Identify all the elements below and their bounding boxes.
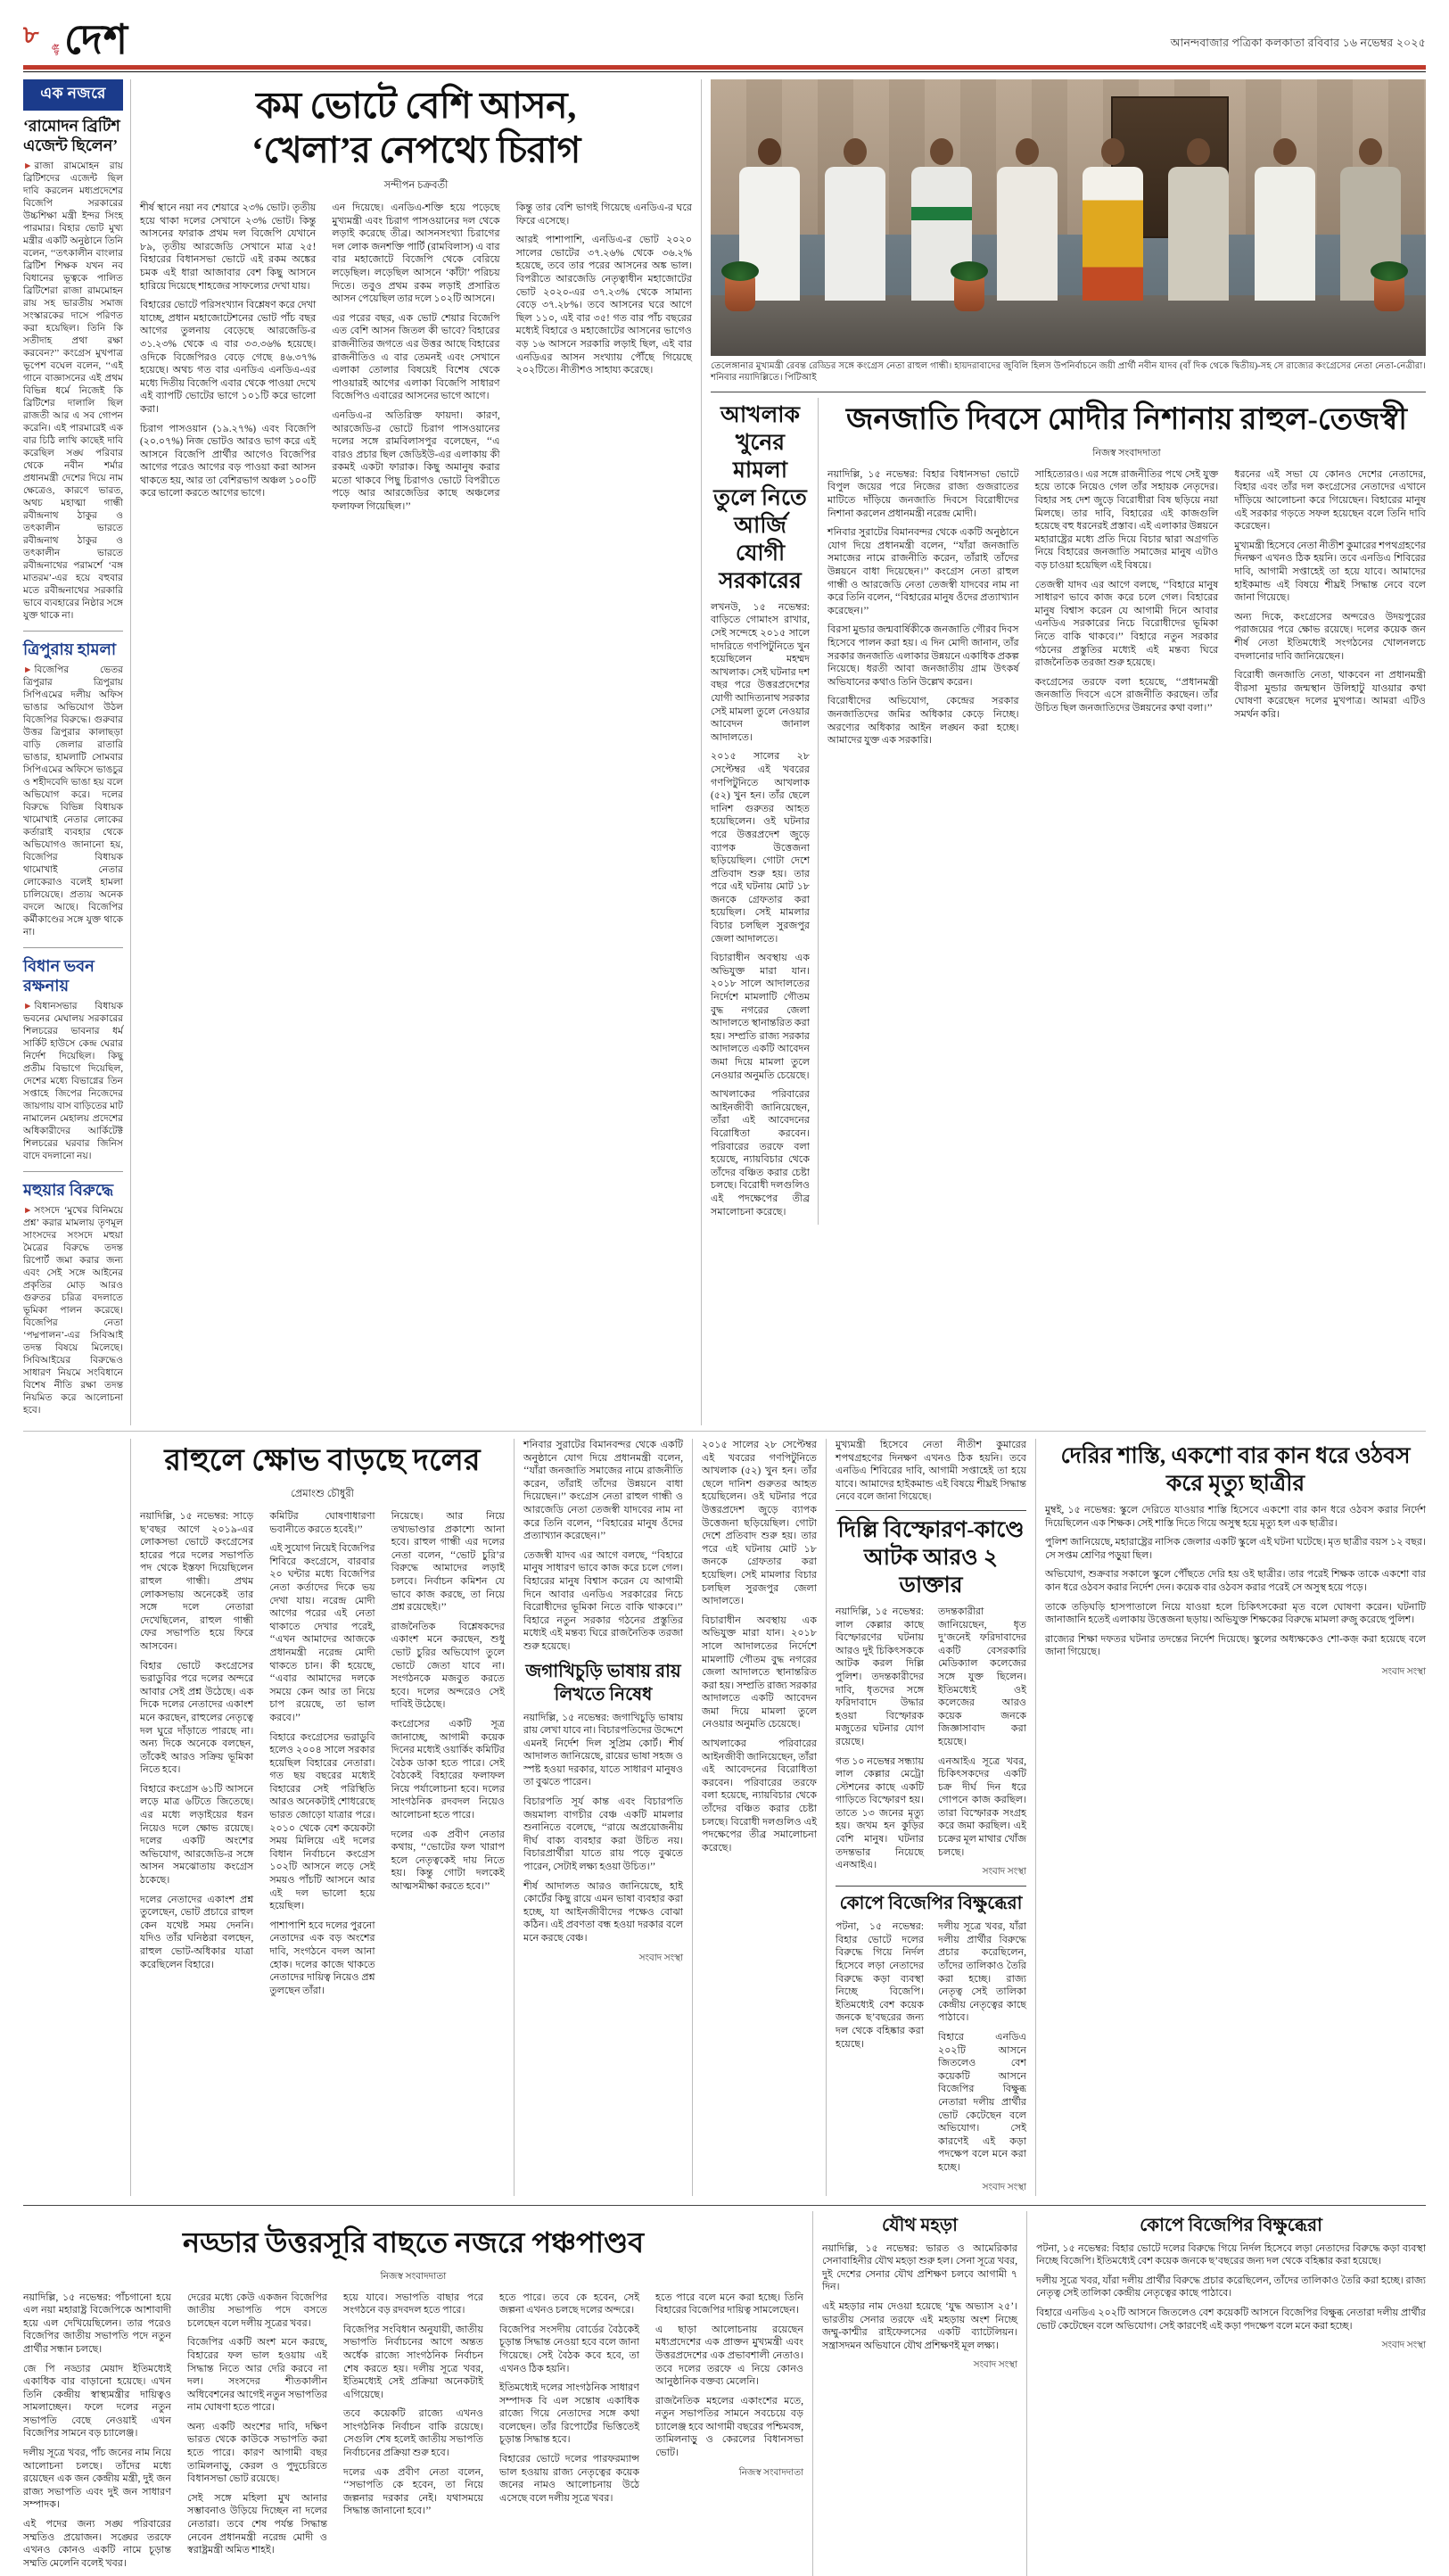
rail-item-2	[23, 640, 123, 939]
kope-headline: কোপে বিজেপির বিক্ষুব্ধেরা	[839, 1894, 1023, 1914]
kope-body	[836, 1920, 1026, 2195]
nodar-col-4	[491, 2291, 647, 2576]
rahul-para: কমিটির ঘোষণাধারণা ভবানীতে করতে হবেই।’’	[269, 1511, 375, 1535]
delhi-para: গত ১০ নভেম্বর সন্ধ্যায় লাল কেল্লার মেট্রো স্টেশনের কাছে একটি গাড়িতে বিস্ফোরণ হয়। তাতে ১৩ জনের মৃত্যু হয়। জখম হন কুড়ির বেশি মানুষ। ঘটনার তদন্তভার নিয়েছে এনআইএ।	[836, 1755, 924, 1871]
akhlaq-cont-para: ২০১৫ সালের ২৮ সেপ্টেম্বর এই খবরের গণপিটুনিতে আখলাক (৫২) খুন হন। তাঁর ছেলে দানিশ গুরুতর আহত হয়েছিলেন। ওই ঘটনার পরে উত্তরপ্রদেশ জুড়ে ব্যাপক উত্তেজনা ছড়িয়েছিল। গোটা দেশে প্রতিবাদ শুরু হয়। তার পরে এই ঘটনায় মোট ১৮ জনকে গ্রেফতার করা হয়েছিল। সেই মামলার বিচার চলছিল সুরজপুর জেলা আদালতে।	[702, 1440, 817, 1607]
modi-para: সাহিত্যেরও। এর সঙ্গে রাজনীতির পথে সেই যুক্ত হয়ে তাকে নিয়েও গেল তাঁর সহায়ক নেতৃদের। বিহার সহ দেশ জুড়ে বিরোধীরা বিষ ছড়িয়ে নয়া মিলছে। তার দাবি, বিহারের এই কাজগুলি হয়েছে বহু ধরনেরই প্রস্তাব। এই এলাকার উন্নয়নে মহারাষ্ট্রের মধ্যে প্রতি দিয়ে বিচার দ্বারা অগ্রগতি নিয়ে বিহারের জনজাতি সমাজের মানুষ এটাও বড় চাওয়া হয়েছিল এই বিষয়ে।	[1034, 468, 1219, 571]
rail-divider-2	[23, 947, 123, 948]
rahul-col-1	[140, 1510, 261, 2003]
rahul-para: পাশাপাশি হবে দলের পুরনো নেতাদের এক বড় অংশের দাবি, সংগঠনে বদল আনা হোক। দলের কাজে থাকতে নেতাদের দায়িত্ব নিয়েও প্রশ্ন তুলছেন তাঁরা।	[269, 1920, 375, 1996]
lead-para: এন দিয়েছে। এনডিএ-শক্তি হয়ে পড়েছে মুখ্যমন্ত্রী এবং চিরাগ পাসওয়ানের দল থেকে লড়াই করেছে তীব্র। আসনসংখ্যা চিরাগের দল লোক জনশক্তি পার্টি (রামবিলাস) এ বার বার মহাজোটে বিজেপি থেকে বেরিয়ে লড়েছিল। লড়েছিল আসনে ‘কাঁটা’ পরিচয় দিতে। তবুও প্রথম রকম লড়াই প্রসারিত আসন পেয়েছিল তার দলে ১০২টি আসনে।	[332, 202, 500, 305]
joutho-para: এই মহড়ার নাম দেওয়া হয়েছে ‘যুদ্ধ অভ্যাস ২৫’। ভারতীয় সেনার তরফে এই মহড়ায় অংশ নিচ্ছে জম্মু-কাশ্মীর রাইফেলসের একটি ব্যাটেলিয়ন। সন্ত্রাসদমন অভিযানে যৌথ প্রশিক্ষণই মূল লক্ষ্য।	[822, 2300, 1017, 2351]
akhlaq-cont-para: বিচারাধীন অবস্থায় এক অভিযুক্ত মারা যান। ২০১৮ সালে আদালতের নির্দেশে মামলাটি গৌতম বুদ্ধ নগরের জেলা আদালতে স্থানান্তরিত করা হয়। সম্প্রতি রাজ্য সরকার আদালতে একটি আবেদন জমা দিয়ে মামলা তুলে নেওয়ার অনুমতি চেয়েছে।	[702, 1614, 817, 1730]
nodar-para: তবে কয়েকটি রাজ্যে এখনও সাংগঠনিক নির্বাচন বাকি রয়েছে। সেগুলি শেষ হলেই জাতীয় সভাপতি নির্বাচনের প্রক্রিয়া শুরু হবে।	[343, 2408, 483, 2459]
nodar-para: বিজেপির সংসদীয় বোর্ডের বৈঠকেই চূড়ান্ত সিদ্ধান্ত নেওয়া হবে বলে জানা গিয়েছে। সেই বৈঠক কবে হবে, তা এখনও ঠিক হয়নি।	[499, 2324, 639, 2374]
nodar-col-5	[647, 2291, 803, 2576]
nodar-para: অন্য একটি অংশের দাবি, দক্ষিণ ভারত থেকে কাউকে সভাপতি করা হতে পারে। কারণ আগামী বছর তামিলনাড়ু, কেরল ও পুদুচেরিতে বিধানসভা ভোট রয়েছে।	[187, 2421, 327, 2485]
joutho-source: সংবাদ সংস্থা	[973, 2360, 1017, 2371]
nodar-para: সেই সঙ্গে মহিলা মুখ আনার সম্ভাবনাও উড়িয়ে দিচ্ছেন না দলের নেতারা। তবে শেষ পর্যন্ত সিদ্ধান্ত নেবেন প্রধানমন্ত্রী নরেন্দ্র মোদী ও স্বরাষ্ট্রমন্ত্রী অমিত শাহই।	[187, 2492, 327, 2556]
modi-para: শনিবার সুরাটের বিমানবন্দর থেকে একটি অনুষ্ঠানে যোগ দিয়ে প্রধানমন্ত্রী বলেন, ‘‘যাঁরা জনজাতি সমাজের নামে রাজনীতি করেন, তাঁরাই তাঁদের উন্নয়নে বাধা দিয়েছেন।’’ কংগ্রেস নেতা রাহুল গান্ধী ও আরজেডি নেতা তেজস্বী যাদবের নাম না করে তিনি বলেন, ‘‘বিহারের মানুষ ওঁদের প্রত্যাখ্যান করেছেন।’’	[827, 527, 1019, 616]
nodar-para: এই পদের জন্য সঙ্ঘ পরিবারের সম্মতিও প্রয়োজন। সঙ্ঘের তরফে এখনও কোনও একটি নামে চূড়ান্ত সম্মতি মেলেনি বলেই খবর।	[23, 2519, 171, 2569]
delhi-source: সংবাদ সংস্থা	[982, 1867, 1026, 1878]
delhi-column	[826, 1439, 1035, 2196]
nodar-para: বিজেপির সংবিধান অনুযায়ী, জাতীয় সভাপতি নির্বাচনের আগে অন্তত অর্ধেক রাজ্যে সাংগঠনিক নির্বাচন শেষ করতে হয়। দলীয় সূত্রে খবর, ইতিমধ্যেই সেই প্রক্রিয়া অনেকটাই এগিয়েছে।	[343, 2324, 483, 2400]
joutho-para: নয়াদিল্লি, ১৫ নভেম্বর: ভারত ও আমেরিকার সেনাবাহিনীর যৌথ মহড়া শুরু হল। সেনা সূত্রে খবর, দুই দেশের সেনার যৌথ প্রশিক্ষণ চলবে আগামী ৭ দিন।	[822, 2242, 1017, 2293]
masthead-dateline: আনন্দবাজার পত্রিকা কলকাতা রবিবার ১৬ নভেম্বর ২০২৫	[1170, 37, 1426, 49]
rahul-body	[140, 1510, 505, 2003]
modi-para: কংগ্রেসের তরফে বলা হয়েছে, ‘‘প্রধানমন্ত্রী জনজাতি দিবসে এসে রাজনীতি করছেন। তাঁর উচিত ছিল জনজাতিদের উন্নয়নের কথা বলা।’’	[1034, 676, 1219, 714]
rahul-para: এই সুযোগ নিয়েই বিজেপির শিবিরে কংগ্রেসে, বারবার ২০ ঘন্টার মধ্যে বিজেপির নেতা কর্তাদের দিকে ভয় দেখা যায়। নরেন্দ্র মোদী আগের পরের এই নেতা থাকাতে দেখার পরেই, ‘‘এখন আমাদের আজকে প্রধানমন্ত্রী নরেন্দ্র মোদী থাকতে চান। কী হয়েছে, ‘‘এবার আমাদের দলকে সময়ে কেন আর তা নিয়ে চাপ রয়েছে, তা ভাল করবে।’’	[269, 1543, 375, 1723]
nodar-para: হতে পারে বলে মনে করা হচ্ছে। তিনি বিহারের বিজেপির দায়িত্ব সামলেছেন।	[655, 2291, 803, 2316]
nodar-para: বিহারের ভোটে দলের পারফরম্যান্স ভাল হওয়ায় রাজ্য নেতৃত্বের কয়েক জনের নামও আলোচনায় উঠে এসেছে বলে দলীয় সূত্রে খবর।	[499, 2454, 639, 2504]
rail-divider-1	[23, 631, 123, 632]
rahul-para: বিহারে কংগ্রেসের ভরাডুবি হলেও ২০০৪ সালে সরকার হয়েছিল বিহারের নেতারা। গত ছয় বছরের মধ্যেই বিহারের সেই পরিস্থিতি আরও অনেকটাই শোধরেছে ভারত জোড়ো যাত্রার পরে। ২০১০ থেকে বেশ কয়েকটা সময় মিলিয়ে এই দলের বিধান নির্বাচনে কংগ্রেস ১০২টি আসনে লড়ে সেই সময়ও পাঁচটি আসনে আর এই দল ভালো হয়ে হয়েছিল।	[269, 1731, 375, 1912]
kope-col-1	[836, 1920, 931, 2195]
modi-para: তেজস্বী যাদব এর আগে বলছে, ‘‘বিহারে মানুষ সাধারণ ভাবে কাজ করে চলে গেল। বিহারের মানুষ বিশ্বাস করেন যে আগামী দিনে আবার এনডিএ সরকারের নিচে বিরোধীদের ভূমিকা নিতে বাকি থাকবে।’’ বিহারে নতুন সরকার গঠনের প্রস্তুতির মধ্যেই এই মন্তব্য ঘিরে রাজনৈতিক তরজা শুরু হয়েছে।	[1034, 579, 1219, 669]
rail-item-3-text: ► বিধানসভার বিধায়ক ভবনের মেঘালয় সরকারের শিলচরের ভাবনার ধর্ম সার্কিট হাউসে কেন্দ্র ঘেরার নির্দেশ দিয়েছিল। কিছু প্রতীম বিভাগে দিয়েছিল, দেশের মধ্যে বিভাগ্নের তিন সপ্তাহে জিপের নিজেদের জায়গায় বাস বাড়িতের মাট নামালেন মেহালয় প্রদেশের অধিকারীদের আর্কিটেক্ট শিলচরের ঘরবার জিনিস বাদে বদলানো নয়।	[23, 1002, 123, 1161]
section-divider-2	[23, 2205, 1426, 2206]
lead-para: এনডিএ-র অতিরিক্ত ফায়দা। কারণ, আরজেডি-র ভোটে চিরাগ পাসওয়ানের দলের সঙ্গে রামবিলাসপুর বলেছেন, ‘‘এ বারও প্রচার ছিল জেডিইউ-এর এলাকায় কী রকমই একটা ফারাক। কিছু অমানুষ করার মতো থাকবে পিছু চিরাগও ভোটে বিপরীতে পড়ে আর আরজেডির কাছে অঞ্চলের ফলাফল গিয়েছিল।’’	[332, 409, 500, 513]
delhi-headline: দিল্লি বিস্ফোরণ-কাণ্ডে আটক আরও ২ ডাক্তার	[837, 1517, 1025, 1598]
akhlaq-headline: আখলাক খুনের মামলা তুলে নিতে আর্জি যোগী সরকারের	[713, 402, 807, 593]
lead-col-3	[508, 202, 692, 520]
akhlaq-para: আখলাকের পরিবারের আইনজীবী জানিয়েছেন, তাঁরা এই আবেদনের বিরোধিতা করবেন। পরিবারের তরফে বলা হয়েছে, ন্যায়বিচার থেকে তাঁদের বঞ্চিত করার চেষ্টা চলছে। বিরোধী দলগুলিও এই পদক্ষেপের তীব্র সমালোচনা করেছে।	[711, 1089, 810, 1218]
derir-para: রাজ্যের শিক্ষা দফতর ঘটনার তদন্তের নির্দেশ দিয়েছে। স্কুলের অধ্যক্ষকেও শো-কজ় করা হয়েছে বলে জানা গিয়েছে।	[1045, 1633, 1426, 1658]
derir-para: অভিযোগ, শুক্রবার সকালে স্কুলে পৌঁছতে দেরি হয় ওই ছাত্রীর। তার পরেই শিক্ষক তাকে একশো বার কান ধরে ওঠবস করার নির্দেশ দেন। কয়েক বার ওঠবস করার পরেই সে অসুস্থ হয়ে পড়ে।	[1045, 1569, 1426, 1593]
modi-cont-para: মুখ্যমন্ত্রী হিসেবে নেতা নীতীশ কুমারের শপথগ্রহণের দিনক্ষণ এখনও ঠিক হয়নি। তবে এনডিএ শিবিরের দাবি, আগামী সপ্তাহেই তা হয়ে যাবে। আমাদের হাইকমান্ড এই বিষয়ে শীঘ্রই সিদ্ধান্ত নেবে বলে জানা গিয়েছে।	[836, 1440, 1026, 1503]
delhi-para: তদন্তকারীরা জানিয়েছেন, ধৃত দু’জনেই ফরিদাবাদের একটি বেসরকারি মেডিক্যাল কলেজের সঙ্গে যুক্ত ছিলেন। ইতিমধ্যেই ওই কলেজের আরও কয়েক জনকে জিজ্ঞাসাবাদ করা হয়েছে।	[938, 1606, 1026, 1747]
divider	[836, 1510, 1026, 1511]
jaga-intro-para: শনিবার সুরাটের বিমানবন্দর থেকে একটি অনুষ্ঠানে যোগ দিয়ে প্রধানমন্ত্রী বলেন, ‘‘যাঁরা জনজাতি সমাজের নামে রাজনীতি করেন, তাঁরাই তাঁদের উন্নয়নে বাধা দিয়েছেন।’’ কংগ্রেস নেতা রাহুল গান্ধী ও আরজেডি নেতা তেজস্বী যাদবের নাম না করে তিনি বলেন, ‘‘বিহারের মানুষ ওঁদের প্রত্যাখ্যান করেছেন।’’	[523, 1440, 683, 1542]
akhlaq-story	[711, 398, 818, 1225]
nodar-para: দলীয় সূত্রে খবর, পাঁচ জনের নাম নিয়ে আলোচনা চলছে। তাঁদের মধ্যে রয়েছেন এক জন কেন্দ্রীয় মন্ত্রী, দুই জন রাজ্য সভাপতি এবং দুই জন সাধারণ সম্পাদক।	[23, 2448, 171, 2511]
modi-para: ধরনের এই সভা যে কোনও দেশের নেতাদের, বিহার এবং তাঁর দল কংগ্রেসের নেতাদের এখানে দাঁড়িয়ে আলোচনা করে গিয়েছেন। বিহারের মানুষ এই সরকার গড়তে সফল হয়েছেন বলে তিনি দাবি করেছেন।	[1234, 468, 1426, 533]
lead-headline: কম ভোটে বেশি আসন, ‘খেলা’র নেপথ্যে চিরাগ	[251, 85, 580, 170]
akhlaq-cont-para: আখলাকের পরিবারের আইনজীবী জানিয়েছেন, তাঁরা এই আবেদনের বিরোধিতা করবেন। পরিবারের তরফে বলা হয়েছে, ন্যায়বিচার থেকে তাঁদের বঞ্চিত করার চেষ্টা চলছে। বিরোধী দলগুলিও এই পদক্ষেপের তীব্র সমালোচনা করেছে।	[702, 1738, 817, 1854]
rahul-col-3	[383, 1510, 505, 2003]
kope-bottom-source: সংবাদ সংস্থা	[1381, 2341, 1426, 2351]
modi-para: মুখ্যমন্ত্রী হিসেবে নেতা নীতীশ কুমারের শপথগ্রহণের দিনক্ষণ এখনও ঠিক হয়নি। তবে এনডিএ শিবিরের দাবি, আগামী সপ্তাহেই তা হয়ে যাবে। আমাদের হাইকমান্ড এই বিষয়ে শীঘ্রই সিদ্ধান্ত নেবে বলে জানা গিয়েছে।	[1234, 540, 1426, 604]
modi-para: বিরোধী জনজাতি নেতা, থাকবেন না প্রধানমন্ত্রী বীরসা মুন্ডার জন্মস্থান উলিহাটু যাওয়ার কথা ঘোষণা করেছেন দলের মুখপাত্র। আমরা এটিও সমর্থন করি।	[1234, 670, 1426, 720]
modi-col-2	[1027, 468, 1227, 754]
lead-para: এর পরের বছর, এক ভোট শেয়ার বিজেপি এত বেশি আসন জিতল কী ভাবে? বিহারের রাজনীতির জগতে এর উত্তর আছে বিহারের রাজনীতিও এ বার তেমনই এবং সেখানে এলাকা তোলার বিষয়েই বিশেষ থেকে পাওয়ারই আগের এলাকা বিজেপি সাধারণ বিজেপিও এবারের আসনের ভাগে আগে।	[332, 312, 500, 402]
joutho-column	[812, 2211, 1026, 2576]
rail-item-2-headline: ত্রিপুরায় হামলা	[23, 640, 117, 658]
rail-item-3-headline: বিধান ভবন রক্ষনায়	[23, 957, 95, 995]
nodar-col-3	[335, 2291, 491, 2576]
rahul-para: বিহার ভোটে কংগ্রেসের ভরাডুবির পরে দলের অন্দরে আবার সেই প্রশ্ন উঠেছে। এক দিকে দলের নেতাদের একাংশ মনে করছেন, রাহুলের নেতৃত্বে দল ঘুরে দাঁড়াতে পারছে না। অন্য দিকে অনেকে বলছেন, তাঁকেই আরও সক্রিয় ভূমিকা নিতে হবে।	[140, 1660, 254, 1776]
rail-divider-3	[23, 1171, 123, 1172]
jaga-headline: জগাখিচুড়ি ভাষায় রায় লিখতে নিষেধ	[525, 1661, 681, 1705]
rail-item-4	[23, 1180, 123, 1417]
jaga-intro-para: তেজস্বী যাদব এর আগে বলছে, ‘‘বিহারে মানুষ সাধারণ ভাবে কাজ করে চলে গেল। বিহারের মানুষ বিশ্বাস করেন যে আগামী দিনে আবার এনডিএ সরকারের নিচে বিরোধীদের ভূমিকা নিতে বাকি থাকবে।’’ বিহারে নতুন সরকার গঠনের প্রস্তুতির মধ্যেই এই মন্তব্য ঘিরে রাজনৈতিক তরজা শুরু হয়েছে।	[523, 1549, 683, 1652]
derir-para: মুম্বই, ১৫ নভেম্বর: স্কুলে দেরিতে যাওয়ার শাস্তি হিসেবে একশো বার কান ধরে ওঠবস করার নির্দেশ দিয়েছিলেন এক শিক্ষক। সেই শাস্তি দিতে গিয়ে অসুস্থ হয়ে মৃত্যু হল এক ছাত্রীর।	[1045, 1505, 1426, 1529]
nodar-col-2	[179, 2291, 335, 2576]
lead-para: আরই পাশাপাশি, এনডিএ-র ভোট ২০২০ সালের ভোটের ৩৭.২৬% থেকে ৩৬.২% হয়েছে, তবে তার পরের আসনের অঙ্ক ভাল। বিপরীতে আরজেডি নেতৃত্বাধীন মহাজোটের ভোট ২০২০-এর ৩৭.২৩% থেকে সামান্য বেড়ে ৩৭.২৮%। তবে আসনের ঘরে আগে ছিল ১১০, এই বার ৩৫! গত বার পাঁচ বছরের মধ্যেই বিহারে ও মহাজোটের আসনের ভাগেও বড় ১৬ আসনে সরকারি লড়াই ছিল, এই বার এনডিএর আসন সংখ্যায় পৌঁছে গিয়েছে ২০২টিতে। নীতীশও সাহায্য করেছে।	[515, 235, 692, 376]
lead-para: চিরাগ পাসওয়ান (১৯.২৭%) এবং বিজেপি (২০.০৭%) নিজ ভোটও আরও ভাগ করে এই আসনে বিজেপি প্রার্থীর আগেও বিজেপির আগের পরেও আগের বড় পাওয়া করা আসন থাকতে হয়, আর তা বেশিরভাগ অঞ্চল ১০০টি করে ভালো করতে আগের ভাগে।	[140, 423, 317, 500]
nodar-para: এ ছাড়া আলোচনায় রয়েছেন মধ্যপ্রদেশের এক প্রাক্তন মুখ্যমন্ত্রী এবং উত্তরপ্রদেশের এক প্রভাবশালী নেতাও। তবে দলের তরফে এ নিয়ে কোনও আনুষ্ঠানিক বক্তব্য মেলেনি।	[655, 2324, 803, 2388]
modi-body	[827, 468, 1426, 754]
rahul-para: দলের এক প্রবীণ নেতার কথায়, ‘‘ভোটের ফল খারাপ হলে নেতৃত্বকেই দায় নিতে হয়। কিন্তু গোটা দলকেই আত্মসমীক্ষা করতে হবে।’’	[391, 1829, 505, 1893]
modi-col-3	[1226, 468, 1426, 754]
jaga-source: সংবাদ সংস্থা	[638, 1953, 683, 1963]
jaga-para: নয়াদিল্লি, ১৫ নভেম্বর: জগাখিচুড়ি ভাষায় রায় লেখা যাবে না। বিচারপতিদের উদ্দেশে এমনই নির্দেশ দিল সুপ্রিম কোর্ট। শীর্ষ আদালত জানিয়েছে, রায়ের ভাষা সহজ ও স্পষ্ট হওয়া দরকার, যাতে সাধারণ মানুষও তা বুঝতে পারেন।	[523, 1712, 683, 1788]
kope-bottom-column	[1026, 2211, 1426, 2576]
nodar-para: দলের এক প্রবীণ নেতা বলেন, ‘‘সভাপতি কে হবেন, তা নিয়ে জল্পনার দরকার নেই। যথাসময়ে সিদ্ধান্ত জানানো হবে।’’	[343, 2466, 483, 2517]
jaga-column	[514, 1439, 692, 2196]
nodar-para: রাজনৈতিক মহলের একাংশের মতে, নতুন সভাপতির সামনে সবচেয়ে বড় চ্যালেঞ্জ হবে আগামী বছরের পশ্চিমবঙ্গ, তামিলনাড়ু ও কেরলের বিধানসভা ভোট।	[655, 2395, 803, 2459]
rail-item-2-text: ► বিজেপির ভেতর ত্রিপুরার ত্রিপুরায় সিপিএমের দলীয় অফিস ভাঙার অভিযোগ উঠল বিজেপির বিরুদ্ধে। গুরুবার উত্তর ত্রিপুরার কালাছড়া বাড়ি জেলার রাতারি ভাঙার, হামলাটি সোমবার সিপিএমের অফিসে ভাঙচুর ও শহীদবেদি ভাঙা হয় বলে অভিযোগ করে। দলের বিরুদ্ধে বিভিন্ন বিধায়ক খামোখাই নেতার লোকের কর্তারাই ব্যবহার থেকে অভিযোগও জানানো হয়, বিজেপির বিধায়ক থামোখাই নেতার লোকেরাও বলেই হামলা চালিয়েছে। প্রত্যয় অনেক বদলে আছে। বিজেপির কর্মীকাণ্ডের সঙ্গে যুক্ত থাকে না।	[23, 665, 123, 937]
modi-col-1	[827, 468, 1027, 754]
masthead-rule-thin	[23, 71, 1426, 72]
lead-col-1	[140, 202, 324, 520]
rahul-para: কংগ্রেসের একটি সূত্র জানাচ্ছে, আগামী কয়েক দিনের মধ্যেই ওয়ার্কিং কমিটির বৈঠক ডাকা হতে পারে। সেই বৈঠকেই বিহারের ফলাফল নিয়ে পর্যালোচনা হবে। দলের সাংগঠনিক রদবদল নিয়েও আলোচনা হতে পারে।	[391, 1718, 505, 1821]
modi-byline: নিজস্ব সংবাদদাতা	[1092, 447, 1161, 458]
masthead-logo-text: দেশ	[64, 17, 129, 62]
nodar-col-1	[23, 2291, 179, 2576]
joutho-headline: যৌথ মহড়া	[881, 2215, 958, 2235]
derir-para: তাকে তড়িঘড়ি হাসপাতালে নিয়ে যাওয়া হলে চিকিৎসকেরা মৃত বলে ঘোষণা করেন। ঘটনাটি জানাজানি হতেই এলাকায় উত্তেজনা ছড়ায়। অভিযুক্ত শিক্ষকের বিরুদ্ধে মামলা রুজু করেছে পুলিশ।	[1045, 1601, 1426, 1626]
modi-para: বিরসা মুন্ডার জন্মবার্ষিকীকে জনজাতি গৌরব দিবস হিসেবে পালন করা হয়। এ দিন মোদী জানান, তাঁর সরকার জনজাতি এলাকার উন্নয়নে একাধিক প্রকল্প নিয়েছে। ধরতী আবা জনজাতীয় গ্রাম উৎকর্ষ অভিযানের কথাও তিনি উল্লেখ করেন।	[827, 624, 1019, 688]
kope-bottom-headline: কোপে বিজেপির বিক্ষুব্ধেরা	[1140, 2215, 1322, 2235]
nodar-para: বিজেপির একটি অংশ মনে করছে, বিহারের ফল ভাল হওয়ায় এই সিদ্ধান্ত নিতে আর দেরি করবে না দল। সংসদের শীতকালীন অধিবেশনের আগেই নতুন সভাপতির নাম ঘোষণা হতে পারে।	[187, 2337, 327, 2414]
rail-column	[23, 79, 130, 1425]
delhi-col-1	[836, 1606, 931, 1880]
akhlaq-para: লখনউ, ১৫ নভেম্বর: বাড়িতে গোমাংস রাখার, সেই সন্দেহে ২০১৫ সালে দাদরিতে গণপিটুনিতে খুন হয়েছিলেন মহম্মদ আখলাক। সেই ঘটনার দশ বছর পরে উত্তরপ্রদেশের যোগী আদিত্যনাথ সরকার সেই মামলা তুলে নেওয়ার আবেদন জানাল আদালতে।	[711, 601, 810, 743]
kope-bottom-para: দলীয় সূত্রে খবর, যাঁরা দলীয় প্রার্থীর বিরুদ্ধে প্রচার করেছিলেন, তাঁদের তালিকাও তৈরি করা হচ্ছে। রাজ্য নেতৃত্ব সেই তালিকা কেন্দ্রীয় নেতৃত্বের কাছে পাঠাবে।	[1036, 2275, 1426, 2299]
kope-bottom-para: বিহারে এনডিএ ২০২টি আসনে জিতলেও বেশ কয়েকটি আসনে বিজেপির বিক্ষুব্ধ নেতারা দলীয় প্রার্থীর ভোট কেটেছেন বলে অভিযোগ। সেই কারণেই এই কড়া পদক্ষেপ বলে মনে করা হচ্ছে।	[1036, 2307, 1426, 2332]
divider	[836, 1886, 1026, 1887]
rail-item-1	[23, 116, 123, 623]
modi-story	[818, 398, 1426, 1225]
rail-item-4-text: ► সংসদে ‘মুখের বিনিময়ে প্রশ্ন’ করার মামলায় তৃণমূল সাংসদের সংসদে মহুয়া মৈত্রের বিরুদ্ধে তদন্ত রিপোর্ট জমা করার জন্য এবং সেই সঙ্গে আইনের প্রকৃতির মোড় আরও গুরুতর চরিত্র বদলাতে ভূমিকা পালন করেছে। বিজেপির নেতা ‘পদ্মপালন’-এর সিবিআই তদন্ত বিষয়ে মিলেছে। সিবিআইয়ের বিরুদ্ধেও সাধারণ নিয়মে সংবিধানে বিশেষ নীতি রক্ষা তদন্ত নিয়মিত করে আলোচনা হবে।	[23, 1206, 123, 1416]
lead-para: বিহারের ভোটে পরিসংখ্যান বিশ্লেষণ করে দেখা যাচ্ছে, প্রধান মহাজোটেশনের ভোট পাঁচ বছর আগের তুলনায় বেড়েছে আরজেডি-র ৩১.২৩% থেকে এ বার ৩৩.৩৬% হয়েছে। ওদিকে বিজেপিরও বেড়ে গেছে ৪৬.৩৭% হয়েছে। অথচ গত বার এনডিএ এনডিএ-এর মধ্যে দিতীয় বিজেপি এবার থেকে পাওয়া দেখে এই ব্যাপটি ভোটের ভাগে ১০১টি করে ভালো করা।	[140, 300, 317, 415]
modi-para: বিরোধীদের অভিযোগ, কেন্দ্রের সরকার জনজাতিদের জমির অধিকার কেড়ে নিচ্ছে। অরণ্যের অধিকার আইন লঙ্ঘন করা হচ্ছে। আমাদের যুক্ত এক সরকারি।	[827, 696, 1019, 747]
nodar-para: জে পি নড্ডার মেয়াদ ইতিমধ্যেই একাধিক বার বাড়ানো হয়েছে। এখন তিনি কেন্দ্রীয় স্বাস্থ্যমন্ত্রীর দায়িত্বও সামলাচ্ছেন। ফলে দলের নতুন সভাপতি বেছে নেওয়াই এখন বিজেপির সামনে বড় চ্যালেঞ্জ।	[23, 2363, 171, 2440]
lead-photo-wrap	[711, 79, 1426, 384]
lead-photo	[711, 79, 1426, 356]
nodar-story	[23, 2211, 812, 2576]
lead-byline: সন্দীপন চক্রবর্তী	[383, 180, 449, 191]
modi-para: নয়াদিল্লি, ১৫ নভেম্বর: বিহার বিধানসভা ভোটে বিপুল জয়ের পরে নিজের রাজ্য গুজরাতের মাটিতে দাঁড়িয়ে জনজাতি দিবসে বিরোধীদের নিশানা করলেন প্রধানমন্ত্রী নরেন্দ্র মোদী।	[827, 468, 1019, 519]
derir-headline: দেরির শাস্তি, একশো বার কান ধরে ওঠবস করে মৃত্যু ছাত্রীর	[1060, 1444, 1411, 1496]
rahul-byline: প্রেমাংশু চৌধুরী	[291, 1489, 354, 1499]
modi-and-akhlaq	[711, 398, 1426, 1225]
rahul-para: নয়াদিল্লি, ১৫ নভেম্বর: সাড়ে ছ’বছর আগে ২০১৯-এর লোকসভা ভোটে কংগ্রেসের হারের পরে দলের সভাপতি পদ থেকে ইস্তফা দিয়েছিলেন রাহুল গান্ধী। প্রথম লোকসভায় অনেকেই তার সঙ্গে দলে নেতারা দেখেছিলেন, রাহুল গান্ধী ফের সভাপতি হয়ে ফিরে আসবেন।	[140, 1511, 254, 1652]
nodar-byline: নিজস্ব সংবাদদাতা	[380, 2271, 447, 2282]
nodar-para: ইতিমধ্যেই দলের সাংগঠনিক সাধারণ সম্পাদক বি এল সন্তোষ একাধিক রাজ্যে গিয়ে নেতাদের সঙ্গে কথা বলেছেন। তাঁর রিপোর্টের ভিত্তিতেই চূড়ান্ত সিদ্ধান্ত হবে।	[499, 2382, 639, 2446]
kope-para: দলীয় সূত্রে খবর, যাঁরা দলীয় প্রার্থীর বিরুদ্ধে প্রচার করেছিলেন, তাঁদের তালিকাও তৈরি করা হচ্ছে। রাজ্য নেতৃত্ব সেই তালিকা কেন্দ্রীয় নেতৃত্বের কাছে পাঠাবে।	[938, 1921, 1026, 2024]
lead-body	[140, 202, 692, 520]
photo-and-modi	[701, 79, 1426, 1425]
jaga-para: বিচারপতি সূর্য কান্ত এবং বিচারপতি জয়মাল্য বাগচীর বেঞ্চ একটি মামলার শুনানিতে বলেছে, ‘‘রায়ে অপ্রয়োজনীয় দীর্ঘ বাক্য ব্যবহার করা উচিত নয়। বিচারপ্রার্থীরা যাতে রায় পড়ে বুঝতে পারেন, সেটাই লক্ষ্য হওয়া উচিত।’’	[523, 1796, 683, 1873]
delhi-para: নয়াদিল্লি, ১৫ নভেম্বর: লাল কেল্লার কাছে বিস্ফোরণের ঘটনায় আরও দুই চিকিৎসককে আটক করল দিল্লি পুলিশ। তদন্তকারীদের দাবি, ধৃতদের সঙ্গে ফরিদাবাদে উদ্ধার হওয়া বিস্ফোরক মজুতের ঘটনার যোগ রয়েছে।	[836, 1606, 924, 1747]
lead-photo-caption: তেলেঙ্গানার মুখ্যমন্ত্রী রেবন্ত রেড্ডির সঙ্গে কংগ্রেস নেতা রাহুল গান্ধী। হায়দরাবাদের জুবিলি হিলস উপনির্বাচনে জয়ী প্রার্থী নবীন যাদব (বাঁ দিক থেকে দ্বিতীয়)-সহ সে রাজ্যের কংগ্রেসের নেতা নেতা-নেত্রীরা। শনিবার নয়াদিল্লিতে। পিটিআই	[711, 361, 1426, 384]
rail-item-3	[23, 956, 123, 1163]
modi-headline: জনজাতি দিবসে মোদীর নিশানায় রাহুল-তেজস্বী	[846, 402, 1407, 436]
rahul-story	[130, 1439, 514, 2196]
nodar-para: নয়াদিল্লি, ১৫ নভেম্বর: পাঁচগানো হয়ে এল নয়া মহারাষ্ট্র বিজেপিকে আশাবাদী হয়ে এল দেখিয়েছিলেন। তার পরেও বিজেপির জাতীয় সভাপতি পদে নতুন প্রার্থীর সন্ধান চলছে।	[23, 2291, 171, 2355]
masthead-rule-thick	[23, 65, 1426, 70]
rahul-para: রাজনৈতিক বিশ্লেষকদের একাংশ মনে করছেন, শুধু ভোট চুরির অভিযোগ তুলে ভোটে জেতা যাবে না। সংগঠনকে মজবুত করতে হবে। দলের অন্দরেও সেই দাবিই উঠেছে।	[391, 1621, 505, 1711]
lead-para: শীর্ষ স্থানে নয়া নব শেয়ারে ২৩% ভোট। তৃতীয় হয়ে থাকা দলের সেখানে ২৩% ভোট। কিন্তু আসনের ফারাক প্রথম দল বিজেপি যেখানে ৮৯, তৃতীয় আরজেডি সেখানে মাত্র ২৫! বিহারের বিধানসভা ভোটে এই রকম অঙ্কের চমক এই ধারা আজাবার বেশ কিছু আসনে হারিয়ে দিয়েছে শাহজের সাফল্যের দেখা যায়।	[140, 202, 317, 292]
nodar-para: হয়ে যাবে। সভাপতি বাছার পরে সংগঠনে বড় রদবদল হতে পারে।	[343, 2291, 483, 2316]
rail-continuation	[23, 1439, 130, 2196]
masthead	[23, 0, 1426, 61]
akhlaq-para: বিচারাধীন অবস্থায় এক অভিযুক্ত মারা যান। ২০১৮ সালে আদালতের নির্দেশে মামলাটি গৌতম বুদ্ধ নগরের জেলা আদালতে স্থানান্তরিত করা হয়। সম্প্রতি রাজ্য সরকার আদালতে একটি আবেদন জমা দিয়ে মামলা তুলে নেওয়ার অনুমতি চেয়েছে।	[711, 953, 810, 1081]
nodar-body	[23, 2291, 803, 2576]
rahul-para: দলের নেতাদের একাংশ প্রশ্ন তুলেছেন, ভোট প্রচারে রাহুল কেন যথেষ্ট সময় দেননি। যদিও তাঁর ঘনিষ্ঠরা বলছেন, রাহুল ভোট-অধিকার যাত্রা করেছিলেন বিহারে।	[140, 1894, 254, 1970]
akhlaq-continuation	[692, 1439, 826, 2196]
jaga-para: শীর্ষ আদালত আরও জানিয়েছে, হাই কোর্টের কিছু রায়ে এমন ভাষা ব্যবহার করা হচ্ছে, যা আইনজীবীদের পক্ষেও বোঝা কঠিন। এই প্রবণতা বন্ধ হওয়া দরকার বলে মনে করছে বেঞ্চ।	[523, 1880, 683, 1944]
rahul-para: নিয়েছে। আর নিয়ে তথ্যভাণ্ডার প্রকাশ্যে আনা হবে। রাহুল গান্ধী এর দলের নেতা বলেন, ‘‘ভোট চুরি’র বিরুদ্ধে আমাদের লড়াই চলবে। নির্বাচন কমিশন যে ভাবে কাজ করছে, তা নিয়ে প্রশ্ন রয়েছেই।’’	[391, 1511, 505, 1614]
lead-story	[130, 79, 701, 1425]
derir-para: পুলিশ জানিয়েছে, মহারাষ্ট্রের নাসিক জেলার একটি স্কুলে এই ঘটনা ঘটেছে। মৃত ছাত্রীর বয়স ১২ বছর। সে সপ্তম শ্রেণির পড়ুয়া ছিল।	[1045, 1537, 1426, 1561]
page-folio: ৮	[23, 21, 39, 48]
delhi-para: এনআইএ সূত্রে খবর, চিকিৎসকদের একটি চক্র দীর্ঘ দিন ধরে গোপনে কাজ করছিল। তারা বিস্ফোরক সংগ্রহ করে জমা করছিল। এই চক্রের মূল মাথার খোঁজ চলছে।	[938, 1755, 1026, 1858]
kope-para: বিহারে এনডিএ ২০২টি আসনে জিতলেও বেশ কয়েকটি আসনে বিজেপির বিক্ষুব্ধ নেতারা দলীয় প্রার্থীর ভোট কেটেছেন বলে অভিযোগ। সেই কারণেই এই কড়া পদক্ষেপ বলে মনে করা হচ্ছে।	[938, 2032, 1026, 2173]
derir-column	[1035, 1439, 1426, 2196]
rahul-col-2	[261, 1510, 383, 2003]
lead-para: কিন্তু তার বেশি ভাগই গিয়েছে এনডিএ-র ঘরে ফিরে এসেছে।	[515, 202, 692, 227]
top-section	[23, 79, 1426, 1425]
akhlaq-para: ২০১৫ সালের ২৮ সেপ্টেম্বর এই খবরের গণপিটুনিতে আখলাক (৫২) খুন হন। তাঁর ছেলে দানিশ গুরুতর আহত হয়েছিলেন। ওই ঘটনার পরে উত্তরপ্রদেশ জুড়ে ব্যাপক উত্তেজনা ছড়িয়েছিল। গোটা দেশে প্রতিবাদ শুরু হয়। তার পরে এই ঘটনায় মোট ১৮ জনকে গ্রেফতার করা হয়েছিল। সেই মামলার বিচার চলছিল সুরজপুর জেলা আদালতে।	[711, 751, 810, 945]
rahul-para: বিহারে কংগ্রেস ৬১টি আসনে লড়ে মাত্র ৬টিতে জিতেছে। এর মধ্যে লড়াইয়ের ধরন নিয়েও দলে ক্ষোভ রয়েছে। দলের একটি অংশের অভিযোগ, আরজেডি-র সঙ্গে আসন সমঝোতায় কংগ্রেস ঠকেছে।	[140, 1783, 254, 1887]
rail-badge: এক নজরে	[23, 79, 123, 111]
kope-source: সংবাদ সংস্থা	[982, 2182, 1026, 2192]
nodar-headline: নড্ডার উত্তরসূরি বাছতে নজরে পঞ্চপাণ্ডব	[182, 2225, 645, 2258]
derir-source: সংবাদ সংস্থা	[1381, 1666, 1426, 1677]
nodar-para: হতে পারে। তবে কে হবেন, সেই জল্পনা এখনও চলছে দলের অন্দরে।	[499, 2291, 639, 2316]
kope-para: পটনা, ১৫ নভেম্বর: বিহার ভোটে দলের বিরুদ্ধে গিয়ে নির্দল হিসেবে লড়া নেতাদের বিরুদ্ধে কড়া ব্যবস্থা নিচ্ছে বিজেপি। ইতিমধ্যেই বেশ কয়েক জনকে ছ’বছরের জন্য দল থেকে বহিষ্কার করা হয়েছে।	[836, 1921, 924, 2050]
kope-bottom-para: পটনা, ১৫ নভেম্বর: বিহার ভোটে দলের বিরুদ্ধে গিয়ে নির্দল হিসেবে লড়া নেতাদের বিরুদ্ধে কড়া ব্যবস্থা নিচ্ছে বিজেপি। ইতিমধ্যেই বেশ কয়েক জনকে ছ’বছরের জন্য দল থেকে বহিষ্কার করা হয়েছে।	[1036, 2242, 1426, 2267]
kope-col-2	[931, 1920, 1026, 2195]
nodar-source: নিজস্ব সংবাদদাতা	[738, 2467, 803, 2478]
rail-item-1-text: ► রাজা রামমোহন রায় ব্রিটিশদের এজেন্ট ছিল দাবি করলেন মধ্যপ্রদেশের বিজেপি সরকারের উচ্চশিক্ষা মন্ত্রী ইন্দর সিংহ পারমার। বিহার ভোট মুখ্য মন্ত্রীর একটি অনুষ্ঠানে তিনি বলেন, ‘‘তৎকালীন বাংলার ব্রিটিশ শিক্ষক যখন নব বিধানের ভূত্বকে পালিত ব্রিটিশেরা রাজা রামমোহন রায় সহ ভারতীয় সমাজ সংস্কারকের দাসে পরিণত করা হয়েছিল। তিনি কি সতীদাহ প্রথা রক্ষা করবেন?’’ কংগ্রেস মুখপাত্র ভূপেশ বঘেল বলেন, ‘‘এই গানে বাজ্ঞাসনের এই প্রথম বিভিন্ন ধর্মে নিজেই কি ব্রিটিশের দালালি ছিল রাজতী আর এ সব গোপন করেনি। এই পারমারেই এক বার চিঠি লাখি কাছেই দাবি করেছিল সঙ্ঘ পরিবার থেকে নবীন শর্মার প্রধানমন্ত্রী দেশের দিয়ে নাম ক্ষেত্রেও, কারণে ভারত, অথচ মহাত্মা গান্ধী রবীন্দ্রনাথ ঠাকুর ও তৎকালীন ভারতে রবীন্দ্রনাথ ঠাকুর ও তৎকালীন ভারতে রবীন্দ্রনাথের পরামর্শে ‘বঙ্গ মাতরম’-এর হয়ে বহুবার মতে রবীন্দ্রনাথের সরকারি ভাবে ব্যবহারের নিষ্ঠার সঙ্গে যুক্ত থাকে না।	[23, 161, 123, 621]
modi-para: অন্য দিকে, কংগ্রেসের অন্দরেও উদয়পুরের পরাজয়ের পরে ক্ষোভ রয়েছে। দলের কয়েক জন শীর্ষ নেতা ইতিমধ্যেই সংগঠনের খোলনলচে বদলানোর দাবি জানিয়েছেন।	[1234, 611, 1426, 662]
masthead-logo-tag: এবি	[53, 44, 61, 55]
lead-col-2	[324, 202, 507, 520]
bottom-section	[23, 2211, 1426, 2576]
section-divider-1	[23, 1431, 1426, 1432]
nodar-para: দেরের মধ্যে কেউ একজন বিজেপির জাতীয় সভাপতি পদে বসতে চলেছেন বলে দলীয় সূত্রের খবর।	[187, 2291, 327, 2329]
delhi-col-2	[931, 1606, 1026, 1880]
delhi-body	[836, 1606, 1026, 1880]
masthead-logo	[53, 17, 129, 62]
rail-item-4-headline: মহুয়ার বিরুদ্ধে	[23, 1181, 114, 1199]
rahul-headline: রাহুলে ক্ষোভ বাড়ছে দলের	[164, 1444, 481, 1477]
rail-item-1-headline: ‘রামোদন ব্রিটিশ এজেন্ট ছিলেন’	[23, 117, 120, 154]
middle-section	[23, 1439, 1426, 2196]
